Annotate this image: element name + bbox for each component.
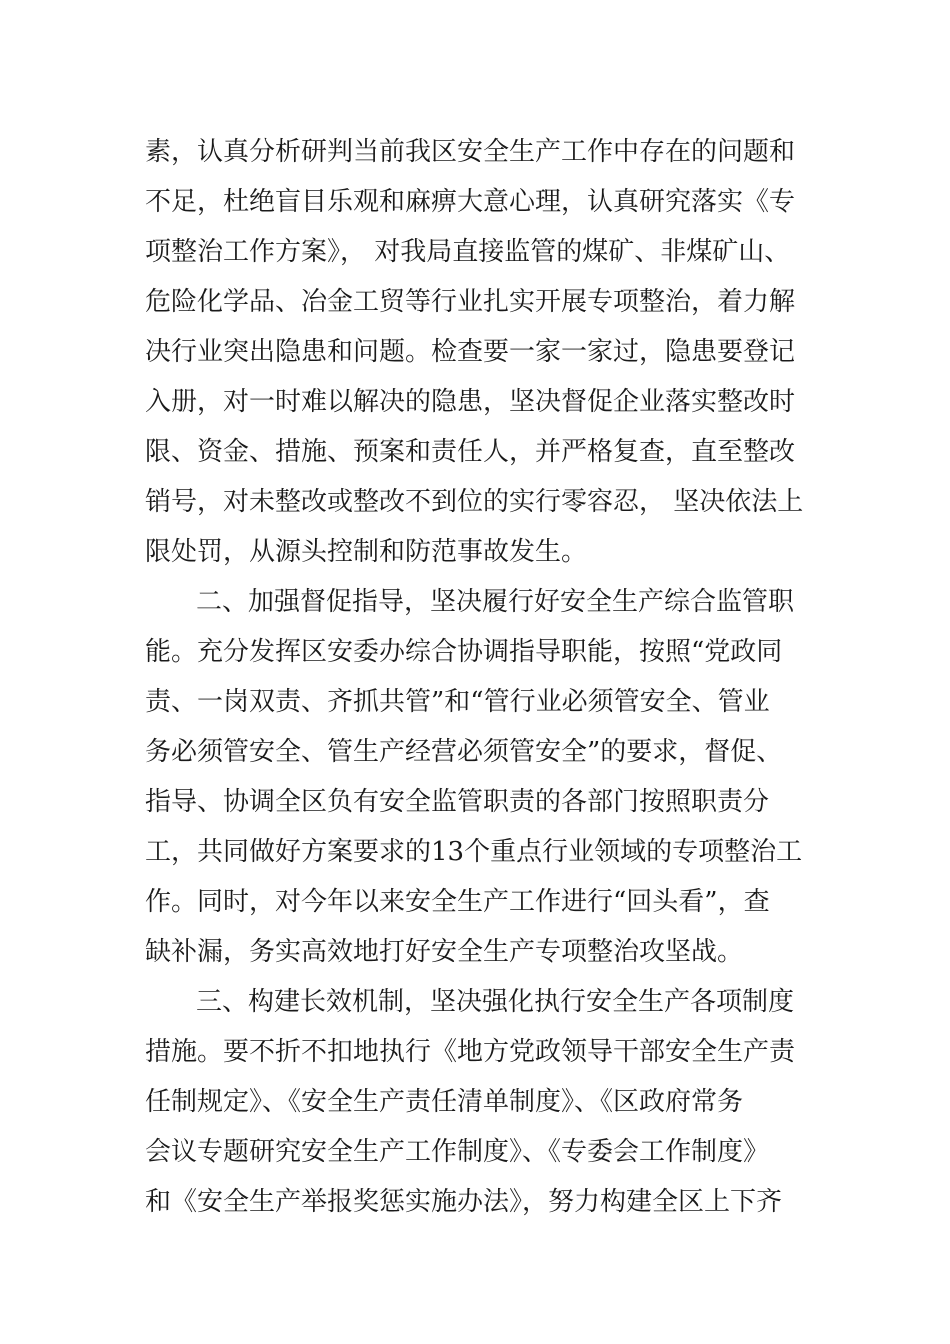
text-line: 素，认真分析研判当前我区安全生产工作中存在的问题和 — [145, 137, 796, 167]
paragraph-heading-line: 三、构建长效机制，坚决强化执行安全生产各项制度 — [196, 987, 795, 1017]
paragraph-heading-line: 二、加强督促指导，坚决履行好安全生产综合监管职 — [196, 587, 795, 617]
text-line: 入册，对一时难以解决的隐患，坚决督促企业落实整改时 — [145, 387, 796, 417]
text-line: 项整治工作方案》， 对我局直接监管的煤矿、非煤矿山、 — [145, 237, 791, 267]
text-line: 任制规定》、《安全生产责任清单制度》、《区政府常务 — [145, 1087, 744, 1117]
text-line: 措施。要不折不扣地执行《地方党政领导干部安全生产责 — [145, 1037, 796, 1067]
text-line: 不足，杜绝盲目乐观和麻痹大意心理，认真研究落实《专 — [145, 187, 796, 217]
text-line: 销号，对未整改或整改不到位的实行零容忍， 坚决依法上 — [145, 487, 804, 517]
text-line: 责、一岗双责、齐抓共管”和“管行业必须管安全、管业 — [145, 687, 770, 717]
text-line: 工，共同做好方案要求的13个重点行业领域的专项整治工 — [145, 837, 803, 867]
text-line: 指导、协调全区负有安全监管职责的各部门按照职责分 — [145, 787, 770, 817]
text-line: 和《安全生产举报奖惩实施办法》，努力构建全区上下齐 — [145, 1187, 783, 1217]
text-line: 务必须管安全、管生产经营必须管安全”的要求，督促、 — [145, 737, 783, 767]
text-line: 限、资金、措施、预案和责任人，并严格复查，直至整改 — [145, 437, 796, 467]
text-line: 危险化学品、冶金工贸等行业扎实开展专项整治，着力解 — [145, 287, 796, 317]
text-line: 决行业突出隐患和问题。检查要一家一家过，隐患要登记 — [145, 337, 796, 367]
text-line: 限处罚，从源头控制和防范事故发生。 — [145, 537, 588, 567]
text-line: 会议专题研究安全生产工作制度》、《专委会工作制度》 — [145, 1137, 770, 1167]
text-line: 作。同时，对今年以来安全生产工作进行“回头看”，查 — [145, 887, 770, 917]
text-line: 缺补漏，务实高效地打好安全生产专项整治攻坚战。 — [145, 937, 744, 967]
text-line: 能。充分发挥区安委办综合协调指导职能，按照“党政同 — [145, 637, 783, 667]
